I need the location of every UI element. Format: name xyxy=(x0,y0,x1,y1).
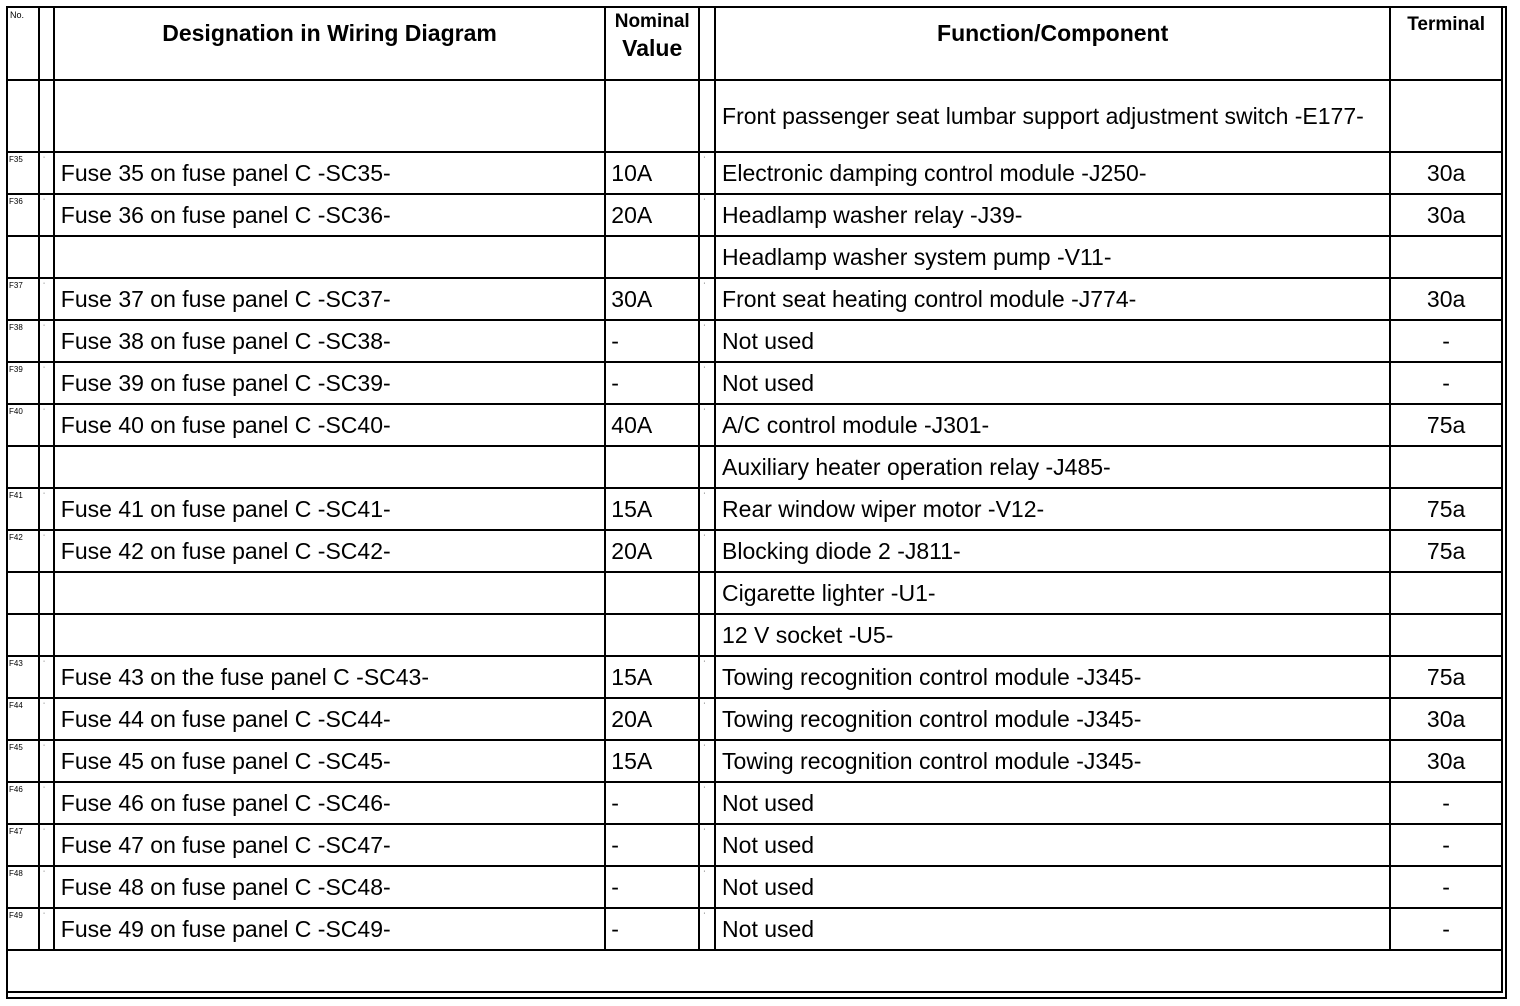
header-terminal: Terminal xyxy=(1390,7,1502,80)
row-marker: · xyxy=(39,866,54,908)
fuse-number xyxy=(7,80,39,152)
row-marker: · xyxy=(699,488,715,530)
row-marker: · xyxy=(39,362,54,404)
row-marker: · xyxy=(699,320,715,362)
fuse-number: F45 xyxy=(7,740,39,782)
table-row xyxy=(7,740,1502,782)
terminal: - xyxy=(1390,320,1502,362)
terminal: 75a xyxy=(1390,656,1502,698)
table-row xyxy=(7,782,1502,824)
fuse-number: F37 xyxy=(7,278,39,320)
row-marker: · xyxy=(699,698,715,740)
fuse-table xyxy=(6,6,1503,993)
designation: Fuse 41 on fuse panel C -SC41- xyxy=(54,488,605,530)
nominal-value: - xyxy=(605,908,699,950)
designation: Fuse 36 on fuse panel C -SC36- xyxy=(54,194,605,236)
row-marker: · xyxy=(39,488,54,530)
header-function: Function/Component xyxy=(715,7,1390,80)
table-row xyxy=(7,614,1502,656)
terminal xyxy=(1390,446,1502,488)
row-marker: · xyxy=(39,152,54,194)
nominal-value xyxy=(605,80,699,152)
designation: Fuse 43 on the fuse panel C -SC43- xyxy=(54,656,605,698)
row-marker: · xyxy=(39,824,54,866)
terminal xyxy=(1390,614,1502,656)
row-marker: · xyxy=(39,656,54,698)
header-nominal-line2: Value xyxy=(622,35,683,61)
designation: Fuse 39 on fuse panel C -SC39- xyxy=(54,362,605,404)
function-component: Not used xyxy=(715,824,1390,866)
table-row xyxy=(7,656,1502,698)
nominal-value xyxy=(605,572,699,614)
row-marker: · xyxy=(699,194,715,236)
table-row xyxy=(7,362,1502,404)
function-component: Not used xyxy=(715,782,1390,824)
designation: Fuse 48 on fuse panel C -SC48- xyxy=(54,866,605,908)
row-marker: · xyxy=(699,908,715,950)
row-marker: · xyxy=(699,866,715,908)
fuse-number: F36 xyxy=(7,194,39,236)
row-marker xyxy=(39,614,54,656)
row-marker: · xyxy=(39,320,54,362)
function-component: Not used xyxy=(715,362,1390,404)
nominal-value: 20A xyxy=(605,194,699,236)
nominal-value: 30A xyxy=(605,278,699,320)
nominal-value: - xyxy=(605,320,699,362)
fuse-number xyxy=(7,236,39,278)
row-marker: · xyxy=(39,194,54,236)
fuse-number xyxy=(7,614,39,656)
nominal-value: - xyxy=(605,362,699,404)
row-marker xyxy=(39,236,54,278)
terminal xyxy=(1390,80,1502,152)
header-nominal-value xyxy=(605,7,699,80)
designation xyxy=(54,236,605,278)
table-row xyxy=(7,278,1502,320)
function-component: Headlamp washer system pump -V11- xyxy=(715,236,1390,278)
header-no: No. xyxy=(7,7,39,80)
designation: Fuse 38 on fuse panel C -SC38- xyxy=(54,320,605,362)
table-row xyxy=(7,908,1502,950)
table-row xyxy=(7,572,1502,614)
nominal-value: 15A xyxy=(605,656,699,698)
fuse-number: F39 xyxy=(7,362,39,404)
row-marker: · xyxy=(39,908,54,950)
row-marker: · xyxy=(39,782,54,824)
designation: Fuse 46 on fuse panel C -SC46- xyxy=(54,782,605,824)
designation xyxy=(54,80,605,152)
terminal: - xyxy=(1390,908,1502,950)
header-nominal-line1: Nominal xyxy=(614,11,690,32)
function-component: Rear window wiper motor -V12- xyxy=(715,488,1390,530)
nominal-value xyxy=(605,446,699,488)
function-component: Towing recognition control module -J345- xyxy=(715,656,1390,698)
function-component: Front seat heating control module -J774- xyxy=(715,278,1390,320)
table-row xyxy=(7,488,1502,530)
row-marker: · xyxy=(699,530,715,572)
fuse-number: F35 xyxy=(7,152,39,194)
row-marker xyxy=(39,572,54,614)
fuse-number: F49 xyxy=(7,908,39,950)
row-marker: · xyxy=(699,404,715,446)
terminal: 30a xyxy=(1390,698,1502,740)
terminal: 30a xyxy=(1390,152,1502,194)
row-marker: · xyxy=(699,362,715,404)
fuse-assignment-sheet xyxy=(6,6,1507,999)
table-row xyxy=(7,320,1502,362)
designation xyxy=(54,572,605,614)
function-component: Not used xyxy=(715,908,1390,950)
designation xyxy=(54,446,605,488)
table-row xyxy=(7,236,1502,278)
row-marker xyxy=(699,572,715,614)
designation: Fuse 44 on fuse panel C -SC44- xyxy=(54,698,605,740)
designation: Fuse 35 on fuse panel C -SC35- xyxy=(54,152,605,194)
nominal-value: 15A xyxy=(605,488,699,530)
function-component: A/C control module -J301- xyxy=(715,404,1390,446)
table-row xyxy=(7,80,1502,152)
terminal xyxy=(1390,236,1502,278)
nominal-value: 40A xyxy=(605,404,699,446)
row-marker: · xyxy=(699,656,715,698)
row-marker xyxy=(39,80,54,152)
header-designation: Designation in Wiring Diagram xyxy=(54,7,605,80)
row-marker: · xyxy=(39,530,54,572)
terminal: 30a xyxy=(1390,740,1502,782)
terminal: 75a xyxy=(1390,530,1502,572)
designation xyxy=(54,614,605,656)
terminal: 75a xyxy=(1390,488,1502,530)
row-marker: · xyxy=(699,824,715,866)
table-row xyxy=(7,446,1502,488)
function-component: Blocking diode 2 -J811- xyxy=(715,530,1390,572)
function-component: Towing recognition control module -J345- xyxy=(715,698,1390,740)
header-spacer xyxy=(39,7,54,80)
designation: Fuse 49 on fuse panel C -SC49- xyxy=(54,908,605,950)
nominal-value xyxy=(605,236,699,278)
function-component: Front passenger seat lumbar support adjustment switch -E177- xyxy=(715,80,1390,152)
nominal-value: 20A xyxy=(605,698,699,740)
row-marker: · xyxy=(39,278,54,320)
nominal-value: 20A xyxy=(605,530,699,572)
function-component: Not used xyxy=(715,866,1390,908)
table-footer-row xyxy=(7,950,1502,992)
table-row xyxy=(7,698,1502,740)
table-footer-cell xyxy=(7,950,1502,992)
row-marker xyxy=(699,614,715,656)
function-component: 12 V socket -U5- xyxy=(715,614,1390,656)
function-component: Cigarette lighter -U1- xyxy=(715,572,1390,614)
terminal: - xyxy=(1390,782,1502,824)
table-row xyxy=(7,152,1502,194)
header-spacer xyxy=(699,7,715,80)
table-row xyxy=(7,866,1502,908)
terminal xyxy=(1390,572,1502,614)
terminal: - xyxy=(1390,824,1502,866)
row-marker: · xyxy=(699,740,715,782)
function-component: Headlamp washer relay -J39- xyxy=(715,194,1390,236)
terminal: 30a xyxy=(1390,194,1502,236)
nominal-value: - xyxy=(605,782,699,824)
nominal-value xyxy=(605,614,699,656)
row-marker: · xyxy=(699,278,715,320)
function-component: Towing recognition control module -J345- xyxy=(715,740,1390,782)
designation: Fuse 37 on fuse panel C -SC37- xyxy=(54,278,605,320)
designation: Fuse 47 on fuse panel C -SC47- xyxy=(54,824,605,866)
nominal-value: 15A xyxy=(605,740,699,782)
function-component: Electronic damping control module -J250- xyxy=(715,152,1390,194)
fuse-number: F42 xyxy=(7,530,39,572)
row-marker xyxy=(39,446,54,488)
fuse-number: F46 xyxy=(7,782,39,824)
function-component: Not used xyxy=(715,320,1390,362)
nominal-value: - xyxy=(605,824,699,866)
terminal: 75a xyxy=(1390,404,1502,446)
fuse-number: F47 xyxy=(7,824,39,866)
row-marker: · xyxy=(39,698,54,740)
fuse-number: F41 xyxy=(7,488,39,530)
nominal-value: 10A xyxy=(605,152,699,194)
table-row xyxy=(7,824,1502,866)
row-marker xyxy=(699,236,715,278)
table-row xyxy=(7,194,1502,236)
fuse-number: F43 xyxy=(7,656,39,698)
terminal: 30a xyxy=(1390,278,1502,320)
row-marker: · xyxy=(39,404,54,446)
row-marker xyxy=(699,446,715,488)
function-component: Auxiliary heater operation relay -J485- xyxy=(715,446,1390,488)
row-marker: · xyxy=(699,152,715,194)
designation: Fuse 42 on fuse panel C -SC42- xyxy=(54,530,605,572)
row-marker xyxy=(699,80,715,152)
fuse-number: F48 xyxy=(7,866,39,908)
row-marker: · xyxy=(699,782,715,824)
terminal: - xyxy=(1390,362,1502,404)
terminal: - xyxy=(1390,866,1502,908)
fuse-number: F44 xyxy=(7,698,39,740)
table-row xyxy=(7,530,1502,572)
nominal-value: - xyxy=(605,866,699,908)
header-row xyxy=(7,7,1502,80)
fuse-number xyxy=(7,446,39,488)
designation: Fuse 45 on fuse panel C -SC45- xyxy=(54,740,605,782)
designation: Fuse 40 on fuse panel C -SC40- xyxy=(54,404,605,446)
fuse-number: F40 xyxy=(7,404,39,446)
table-row xyxy=(7,404,1502,446)
fuse-number: F38 xyxy=(7,320,39,362)
fuse-number xyxy=(7,572,39,614)
row-marker: · xyxy=(39,740,54,782)
